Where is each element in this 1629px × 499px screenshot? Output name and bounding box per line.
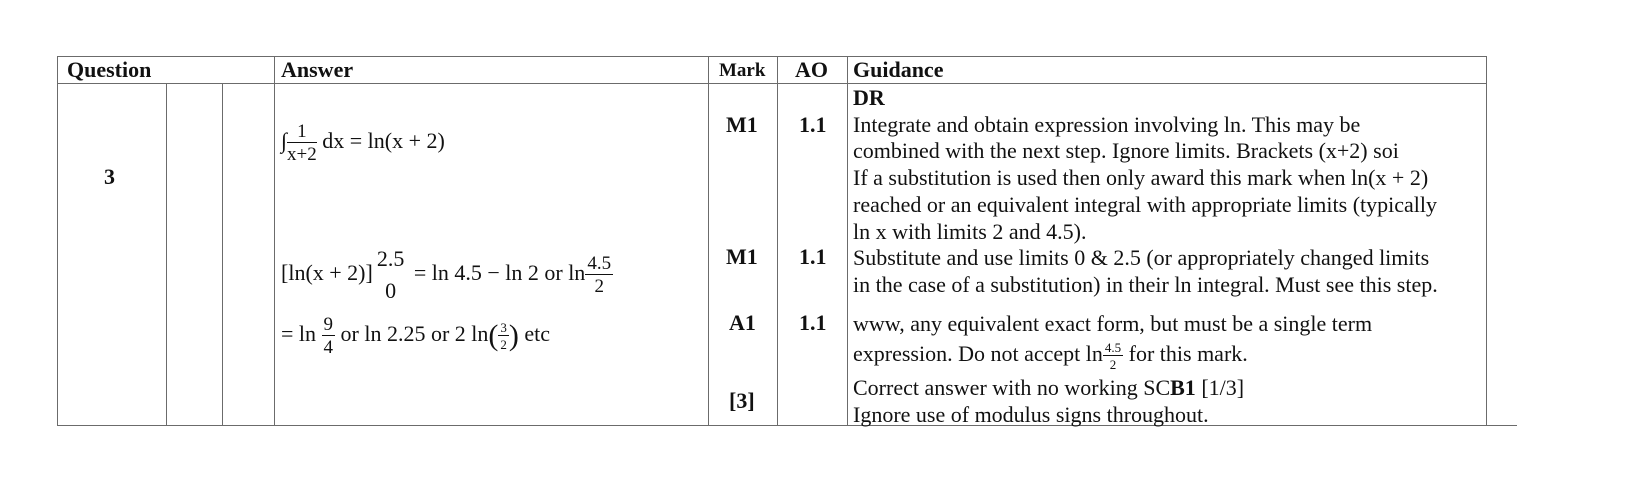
ao-3: 1.1 <box>799 310 827 335</box>
fraction-numerator: 3 <box>500 319 507 335</box>
fraction-numerator: 9 <box>323 313 334 335</box>
guidance-line-9 <box>853 336 1248 372</box>
mark-3: A1 <box>729 310 756 335</box>
answer-line-final: = ln $\frac{9}{4}$ or ln 2.25 or 2 ln( $\frac{3}{2}$ ) etc <box>281 313 551 358</box>
lower-limit: 0 <box>385 277 397 303</box>
fraction-9-over-4 <box>322 315 336 357</box>
limit-substitution: = ln 4.5 − ln 2 or ln <box>413 260 586 285</box>
ao-1: 1.1 <box>799 112 827 137</box>
header-mark: Mark <box>719 60 766 81</box>
header-answer: Answer <box>281 57 354 82</box>
fraction-denominator: x+2 <box>287 143 317 165</box>
guidance-line-8: www, any equivalent exact form, but must be a single term <box>853 311 1373 336</box>
final-alternatives: or ln 2.25 or 2 ln <box>340 321 489 346</box>
upper-limit: 2.5 <box>376 245 405 271</box>
integral-sign: ∫ <box>281 128 288 153</box>
fraction-denominator: 2 <box>500 336 507 352</box>
table-top-border <box>57 56 1487 57</box>
answer-left-border <box>274 56 275 426</box>
mark-total: [3] <box>729 388 755 413</box>
limits <box>376 245 405 303</box>
guidance-left-border <box>847 56 848 426</box>
header-guidance: Guidance <box>853 57 944 82</box>
fraction-4-5-over-2 <box>1103 341 1123 371</box>
table-left-border <box>57 56 58 426</box>
mark-scheme-table <box>57 56 1557 444</box>
guidance-line-10-end: [1/3] <box>1201 375 1245 400</box>
guidance-dr: DR <box>853 85 885 110</box>
guidance-line-5: ln x with limits 2 and 4.5). <box>853 219 1087 244</box>
final-etc: etc <box>524 321 551 346</box>
ao-2: 1.1 <box>799 244 827 269</box>
guidance-line-11: Ignore use of modulus signs throughout. <box>853 402 1209 427</box>
fraction-1-over-x-plus-2 <box>287 122 317 164</box>
guidance-line-10-mark: B1 <box>1170 375 1196 400</box>
guidance-line-10-start: Correct answer with no working SC <box>853 375 1171 400</box>
guidance-line-1: Integrate and obtain expression involving ln. This may be <box>853 112 1361 137</box>
fraction-denominator: 4 <box>323 336 334 358</box>
fraction-denominator: 2 <box>1109 356 1117 372</box>
guidance-line-9-start: expression. Do not accept ln <box>853 341 1103 366</box>
header-bottom-border <box>57 83 1487 84</box>
guidance-line-10 <box>853 374 1244 401</box>
answer-line-integral <box>281 118 445 164</box>
guidance-line-4: reached or an equivalent integral with appropriate limits (typically <box>853 192 1438 217</box>
integral-result: dx = ln(x + 2) <box>322 128 445 153</box>
bracket-expression: [ln(x + 2)] <box>281 260 373 285</box>
guidance-line-6: Substitute and use limits 0 & 2.5 (or appropriately changed limits <box>853 245 1430 270</box>
header-question: Question <box>67 57 152 82</box>
table-bottom-border <box>57 425 1517 426</box>
mark-left-border <box>708 56 709 426</box>
guidance-line-2: combined with the next step. Ignore limits. Brackets (x+2) soi <box>853 138 1399 163</box>
fraction-numerator: 4.5 <box>587 252 612 274</box>
final-start: = ln <box>281 321 317 346</box>
question-subdivider-2 <box>222 83 223 426</box>
table-right-border <box>1486 56 1487 426</box>
guidance-line-3: If a substitution is used then only award this mark when ln(x + 2) <box>853 165 1429 190</box>
answer-line-limits <box>281 244 613 302</box>
guidance-line-9-end: for this mark. <box>1128 341 1248 366</box>
fraction-numerator: 4.5 <box>1104 339 1122 355</box>
question-subdivider-1 <box>166 83 167 426</box>
header-ao: AO <box>795 57 828 82</box>
ao-left-border <box>777 56 778 426</box>
mark-2: M1 <box>726 244 758 269</box>
fraction-denominator: 2 <box>594 275 604 297</box>
fraction-4-5-over-2 <box>585 254 613 296</box>
fraction-3-over-2 <box>498 321 509 351</box>
guidance-line-7: in the case of a substitution) in their ln integral. Must see this step. <box>853 272 1438 297</box>
fraction-numerator: 1 <box>287 122 317 143</box>
mark-1: M1 <box>726 112 758 137</box>
question-number: 3 <box>104 164 115 189</box>
